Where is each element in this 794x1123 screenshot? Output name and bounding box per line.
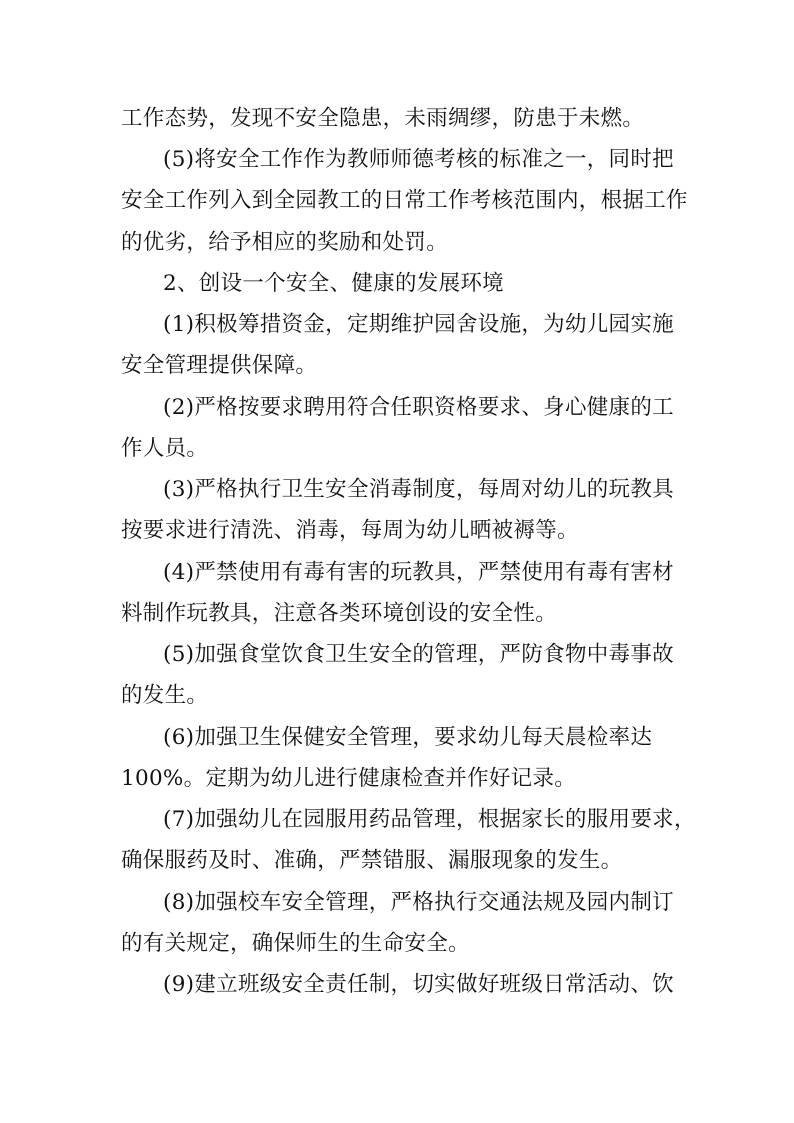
text-line: (4)严禁使用有毒有害的玩教具，严禁使用有毒有害材 [163, 560, 674, 585]
text-line: (8)加强校车安全管理，严格执行交通法规及园内制订 [163, 890, 674, 915]
text-line: 安全工作列入到全园教工的日常工作考核范围内，根据工作 [121, 188, 688, 213]
section-heading: 2、创设一个安全、健康的发展环境 [163, 271, 504, 296]
text-line: (2)严格按要求聘用符合任职资格要求、身心健康的工 [163, 395, 674, 420]
text-line: (5)加强食堂饮食卫生安全的管理，严防食物中毒事故 [163, 642, 674, 667]
text-line: 按要求进行清洗、消毒，每周为幼儿晒被褥等。 [121, 518, 579, 543]
text-line: 工作态势，发现不安全隐患，未雨绸缪，防患于未燃。 [121, 106, 645, 131]
text-line: 的有关规定，确保师生的生命安全。 [121, 931, 470, 956]
text-line: 的发生。 [121, 683, 209, 708]
text-line: 安全管理提供保障。 [121, 353, 318, 378]
text-line: (9)建立班级安全责任制，切实做好班级日常活动、饮 [163, 972, 674, 997]
text-line: (3)严格执行卫生安全消毒制度，每周对幼儿的玩教具 [163, 477, 674, 502]
text-line: 100%。定期为幼儿进行健康检查并作好记录。 [121, 766, 577, 791]
text-line: 料制作玩教具，注意各类环境创设的安全性。 [121, 601, 558, 626]
text-line: (5)将安全工作作为教师师德考核的标准之一，同时把 [163, 147, 674, 172]
text-line: 的优劣，给予相应的奖励和处罚。 [121, 230, 449, 255]
text-line: 确保服药及时、准确，严禁错服、漏服现象的发生。 [121, 848, 623, 873]
text-line: (7)加强幼儿在园服用药品管理，根据家长的服用要求， [163, 807, 696, 832]
text-line: (1)积极筹措资金，定期维护园舍设施，为幼儿园实施 [163, 312, 674, 337]
text-line: (6)加强卫生保健安全管理，要求幼儿每天晨检率达 [163, 725, 653, 750]
text-line: 作人员。 [121, 436, 209, 461]
